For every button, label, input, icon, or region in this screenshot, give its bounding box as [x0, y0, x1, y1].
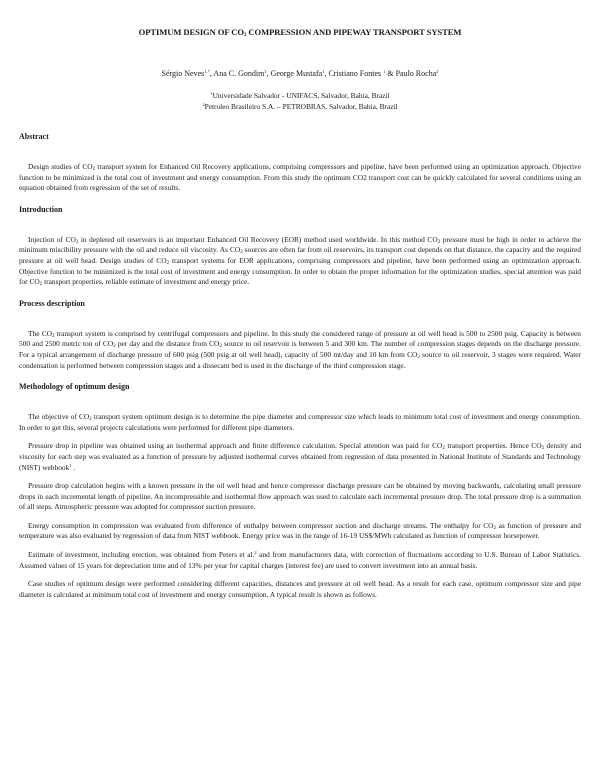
abstract-paragraph: Design studies of $CO_2$ transport system for Enhanced Oil Recovery applications, comprising compressors and pipeline, have been performed using an optimization approach. Objective function to be minimized is the total cost of investment and energy consumption. From this study the optimum CO2 transport cost can be quickly calculated for several conditions using an equation obtained from regression of the set of results.	[19, 162, 582, 193]
methodology-paragraph-6: Case studies of optimum design were performed considering different capacities, distances and pressure at oil well head. As a result for each case, optimum compressor size and pipe diameter is calculated at minimum total cost of investment and energy consumption. A typical result is shown as follows.	[19, 579, 581, 599]
affiliation-2: $^2$Petroleo Brasileiro S.A. – PETROBRAS, Salvador, Bahia, Brazil	[202, 102, 398, 111]
process-paragraph: The $CO_2$ transport system is comprised by centrifugal compressors and pipeline. In this study the considered range of pressure at oil well head is 500 to 2500 psig. Capacity is between 500 and 2500 metric ton of $CO_2$ per day and the distance from $CO_2$ source to oil reservoir is between 5 and 300 km. The number of compression stages depends on the discharge pressure. For a typical arrangement of discharge pressure of 600 psig (500 psig at oil well head), capacity of 500 mt/day and 10 km from $CO_2$ source to oil reservoir, 3 stages were required. Water condensation is performed between compression stages and a dissecant bed is used in the discharge of the third compression stage.	[19, 328, 582, 370]
abstract-heading: Abstract	[19, 132, 49, 141]
affiliations	[19, 90, 581, 112]
methodology-paragraph-4: Energy consumption in compression was evaluated from difference of enthalpy between compressor suction and discharge streams. The enthalpy for $CO_2$ as function of pressure and temperature was also evaluated by regression of data from NIST webbook. Energy price was in the range of 16-19 US$/MWh calculated as function of compressor horsepower.	[19, 520, 581, 541]
methodology-heading: Methodology of optimum design	[19, 382, 130, 392]
paper-title: OPTIMUM DESIGN OF $CO_2$ COMPRESSION AND PIPEWAY TRANSPORT SYSTEM	[138, 27, 462, 38]
methodology-paragraph-3: Pressure drop calculation begins with a known pressure in the oil well head and hence compressor discharge pressure can be obtained by moving backwards, calculating small pressure drops in each incremental length of pipeline. An incompressible and isothermal flow approach was used to calculate each incremental pressure drop. The total pressure drop is a summation of all steps. Atmospheric pressure was adopted for compressor suction pressure.	[19, 481, 581, 512]
introduction-section	[19, 205, 581, 288]
introduction-heading: Introduction	[19, 204, 63, 214]
methodology-paragraph-1: The objective of $CO_2$ transport system optimum design is to determine the pipe diameter and compressor size which leads to minimum total cost of investment and energy consumption. In order to get this, several projects calculations were performed for different pipe diameters.	[19, 412, 581, 432]
affiliation-1: $^1$Universidade Salvador - UNIFACS, Salvador, Bahia, Brazil	[210, 91, 390, 100]
abstract-section	[19, 132, 581, 194]
methodology-section	[19, 382, 581, 600]
introduction-paragraph: Injection of $CO_2$ in depleted oil reservoirs is an important Enhanced Oil Recovery (EOR) method used worldwide. In this method $CO_2$ pressure must be high in order to achieve the minimum miscibility pressure with the oil and reduce oil viscosity. As $CO_2$ sources are often far from oil reservoirs, its transport cost depends on that distance, the capacity and the required pressure at oil well head. Design studies of $CO_2$ transport systems for EOR applications, comprising compressors and pipeline, have been performed using an optimization approach. Objective function to be minimized is the total cost of investment and energy consumption. In order to obtain the proper information for the optimization studies, special attention was paid for $CO_2$ transport properties, reliable estimate of investment and energy price.	[19, 234, 582, 288]
process-heading: Process description	[19, 298, 85, 308]
author-list: Sérgio Neves$^{1,*}$, Ana C. Gondim$^1$, George Mustafa$^1$, Cristiano Fontes $^1$ & Paulo Rocha$^2$	[161, 69, 439, 78]
methodology-paragraph-5: Estimate of investment, including erection, was obtained from Peters et al.$^2$ and from manufacturers data, with correction of fluctuations according to U.S. Bureau of Labor Statistics. Assumed values of 15 years for depreciation time and of 13% per year for capital charges (interest fee) are used to convert investment into an annual basis.	[19, 550, 581, 570]
methodology-paragraph-2: Pressure drop in pipeline was obtained using an isothermal approach and finite difference calculation. Special attention was paid for $CO_2$ transport properties. Hence $CO_2$ density and viscosity for each step was evaluated as a function of pressure by adjusted isothermal curves obtained from regression of data presented in National Institute of Standards and Technology (NIST) webbook$^1$ .	[19, 441, 582, 472]
process-section	[19, 299, 581, 371]
